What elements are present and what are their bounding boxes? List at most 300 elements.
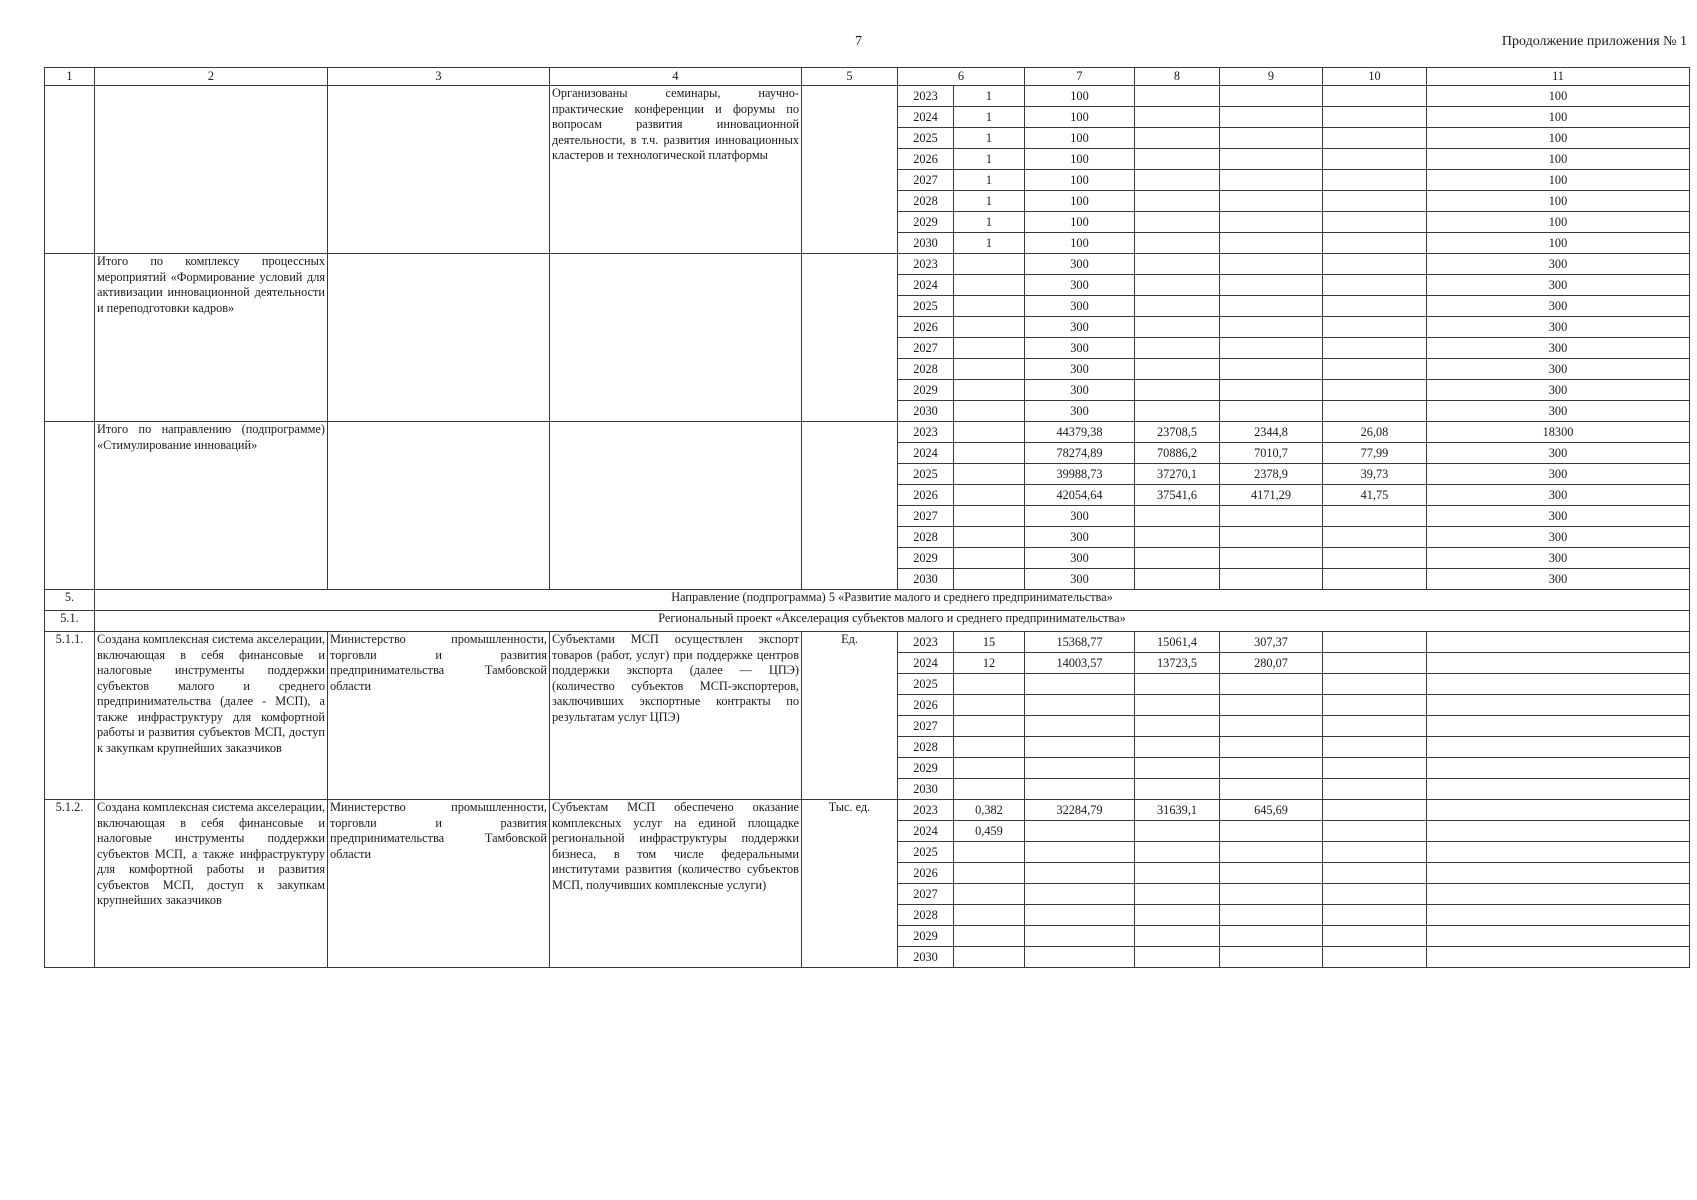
value-cell-c11: 300 xyxy=(1427,401,1690,422)
value-cell-c9 xyxy=(1220,737,1323,758)
value-cell-c6 xyxy=(954,506,1025,527)
value-cell-c9 xyxy=(1220,842,1323,863)
executor xyxy=(328,254,550,422)
value-cell-c11 xyxy=(1427,758,1690,779)
column-number-header: 8 xyxy=(1135,68,1220,86)
value-cell-c9: 2344,8 xyxy=(1220,422,1323,443)
year-cell: 2028 xyxy=(898,905,954,926)
value-cell-c11 xyxy=(1427,674,1690,695)
executor: Министерство промышленности, торговли и развития предпринимательства Тамбовской области xyxy=(328,632,550,800)
value-cell-c9 xyxy=(1220,926,1323,947)
value-cell-c9 xyxy=(1220,548,1323,569)
value-cell-c8 xyxy=(1135,296,1220,317)
value-cell-c8 xyxy=(1135,170,1220,191)
value-cell-c6 xyxy=(954,758,1025,779)
value-cell-c6: 1 xyxy=(954,170,1025,191)
year-cell: 2029 xyxy=(898,212,954,233)
year-cell: 2028 xyxy=(898,737,954,758)
value-cell-c11: 100 xyxy=(1427,212,1690,233)
value-cell-c7: 100 xyxy=(1025,107,1135,128)
value-cell-c11 xyxy=(1427,779,1690,800)
value-cell-c11: 300 xyxy=(1427,296,1690,317)
table-row xyxy=(45,632,1690,653)
value-cell-c11 xyxy=(1427,737,1690,758)
value-cell-c7: 300 xyxy=(1025,359,1135,380)
value-cell-c11: 300 xyxy=(1427,359,1690,380)
value-cell-c8 xyxy=(1135,254,1220,275)
value-cell-c6 xyxy=(954,569,1025,590)
value-cell-c7: 300 xyxy=(1025,527,1135,548)
row-number xyxy=(45,86,95,254)
value-cell-c9 xyxy=(1220,674,1323,695)
value-cell-c6: 1 xyxy=(954,149,1025,170)
value-cell-c8: 70886,2 xyxy=(1135,443,1220,464)
value-cell-c11 xyxy=(1427,842,1690,863)
value-cell-c8 xyxy=(1135,716,1220,737)
value-cell-c8 xyxy=(1135,737,1220,758)
value-cell-c8: 37270,1 xyxy=(1135,464,1220,485)
value-cell-c11: 300 xyxy=(1427,317,1690,338)
value-cell-c7: 300 xyxy=(1025,338,1135,359)
value-cell-c8 xyxy=(1135,233,1220,254)
value-cell-c7: 42054,64 xyxy=(1025,485,1135,506)
value-cell-c7: 300 xyxy=(1025,317,1135,338)
value-cell-c7 xyxy=(1025,821,1135,842)
value-cell-c6 xyxy=(954,695,1025,716)
value-cell-c10 xyxy=(1323,632,1427,653)
value-cell-c11 xyxy=(1427,716,1690,737)
year-cell: 2025 xyxy=(898,296,954,317)
value-cell-c6: 1 xyxy=(954,191,1025,212)
unit xyxy=(802,86,898,254)
section-row xyxy=(45,611,1690,632)
indicator xyxy=(550,254,802,422)
value-cell-c10: 39,73 xyxy=(1323,464,1427,485)
value-cell-c10 xyxy=(1323,170,1427,191)
value-cell-c9: 2378,9 xyxy=(1220,464,1323,485)
value-cell-c8 xyxy=(1135,212,1220,233)
value-cell-c6 xyxy=(954,716,1025,737)
value-cell-c11: 100 xyxy=(1427,128,1690,149)
value-cell-c8 xyxy=(1135,569,1220,590)
value-cell-c10 xyxy=(1323,884,1427,905)
table-body xyxy=(45,86,1690,968)
value-cell-c7: 300 xyxy=(1025,401,1135,422)
value-cell-c10 xyxy=(1323,737,1427,758)
value-cell-c10 xyxy=(1323,128,1427,149)
value-cell-c6 xyxy=(954,905,1025,926)
value-cell-c11 xyxy=(1427,653,1690,674)
value-cell-c9: 307,37 xyxy=(1220,632,1323,653)
value-cell-c6 xyxy=(954,464,1025,485)
year-cell: 2026 xyxy=(898,485,954,506)
value-cell-c9 xyxy=(1220,401,1323,422)
year-cell: 2028 xyxy=(898,191,954,212)
value-cell-c7: 100 xyxy=(1025,86,1135,107)
row-number xyxy=(45,254,95,422)
value-cell-c9 xyxy=(1220,317,1323,338)
value-cell-c8: 37541,6 xyxy=(1135,485,1220,506)
value-cell-c11 xyxy=(1427,905,1690,926)
value-cell-c10 xyxy=(1323,758,1427,779)
value-cell-c7 xyxy=(1025,674,1135,695)
year-cell: 2027 xyxy=(898,884,954,905)
year-cell: 2025 xyxy=(898,464,954,485)
indicator xyxy=(550,422,802,590)
value-cell-c6: 1 xyxy=(954,107,1025,128)
value-cell-c11 xyxy=(1427,926,1690,947)
value-cell-c10 xyxy=(1323,380,1427,401)
value-cell-c7: 300 xyxy=(1025,254,1135,275)
table-row xyxy=(45,800,1690,821)
value-cell-c9 xyxy=(1220,191,1323,212)
value-cell-c7: 300 xyxy=(1025,506,1135,527)
value-cell-c11 xyxy=(1427,695,1690,716)
value-cell-c10 xyxy=(1323,149,1427,170)
value-cell-c7: 100 xyxy=(1025,149,1135,170)
year-cell: 2030 xyxy=(898,947,954,968)
value-cell-c9 xyxy=(1220,254,1323,275)
value-cell-c8 xyxy=(1135,317,1220,338)
value-cell-c8 xyxy=(1135,548,1220,569)
year-cell: 2028 xyxy=(898,527,954,548)
value-cell-c10 xyxy=(1323,233,1427,254)
value-cell-c10 xyxy=(1323,401,1427,422)
value-cell-c6 xyxy=(954,527,1025,548)
value-cell-c9 xyxy=(1220,380,1323,401)
value-cell-c9 xyxy=(1220,86,1323,107)
value-cell-c6: 0,382 xyxy=(954,800,1025,821)
value-cell-c6 xyxy=(954,401,1025,422)
value-cell-c7: 14003,57 xyxy=(1025,653,1135,674)
value-cell-c10: 26,08 xyxy=(1323,422,1427,443)
value-cell-c11 xyxy=(1427,947,1690,968)
value-cell-c6 xyxy=(954,674,1025,695)
value-cell-c8 xyxy=(1135,506,1220,527)
unit: Ед. xyxy=(802,632,898,800)
value-cell-c6 xyxy=(954,338,1025,359)
year-cell: 2024 xyxy=(898,275,954,296)
value-cell-c11: 300 xyxy=(1427,548,1690,569)
year-cell: 2030 xyxy=(898,401,954,422)
value-cell-c6 xyxy=(954,422,1025,443)
unit: Тыс. ед. xyxy=(802,800,898,968)
executor xyxy=(328,422,550,590)
value-cell-c6: 1 xyxy=(954,86,1025,107)
result-name: Создана комплексная система акселерации, включающая в себя финансовые и налоговые инструменты поддержки субъектов малого и среднего предпринимательства (далее - МСП), а также инфраструктуру для комфортной работы и развития субъектов МСП, доступ к закупкам крупнейших заказчиков xyxy=(95,632,328,800)
value-cell-c6: 1 xyxy=(954,212,1025,233)
value-cell-c6 xyxy=(954,296,1025,317)
value-cell-c6 xyxy=(954,863,1025,884)
value-cell-c6 xyxy=(954,737,1025,758)
value-cell-c9 xyxy=(1220,338,1323,359)
value-cell-c7 xyxy=(1025,737,1135,758)
value-cell-c10 xyxy=(1323,317,1427,338)
value-cell-c10 xyxy=(1323,107,1427,128)
value-cell-c6 xyxy=(954,884,1025,905)
value-cell-c11: 100 xyxy=(1427,233,1690,254)
value-cell-c8 xyxy=(1135,758,1220,779)
executor: Министерство промышленности, торговли и развития предпринимательства Тамбовской области xyxy=(328,800,550,968)
value-cell-c11 xyxy=(1427,863,1690,884)
program-table xyxy=(44,67,1690,968)
value-cell-c7: 100 xyxy=(1025,191,1135,212)
value-cell-c11 xyxy=(1427,800,1690,821)
value-cell-c7 xyxy=(1025,884,1135,905)
value-cell-c10 xyxy=(1323,275,1427,296)
year-cell: 2023 xyxy=(898,86,954,107)
value-cell-c6 xyxy=(954,926,1025,947)
value-cell-c9 xyxy=(1220,821,1323,842)
value-cell-c6 xyxy=(954,548,1025,569)
column-number-header: 4 xyxy=(550,68,802,86)
value-cell-c7 xyxy=(1025,947,1135,968)
value-cell-c10 xyxy=(1323,296,1427,317)
value-cell-c7 xyxy=(1025,905,1135,926)
value-cell-c11 xyxy=(1427,821,1690,842)
value-cell-c10 xyxy=(1323,842,1427,863)
value-cell-c6 xyxy=(954,779,1025,800)
value-cell-c9: 645,69 xyxy=(1220,800,1323,821)
value-cell-c6: 12 xyxy=(954,653,1025,674)
value-cell-c7 xyxy=(1025,842,1135,863)
row-number xyxy=(45,422,95,590)
value-cell-c8 xyxy=(1135,338,1220,359)
year-cell: 2026 xyxy=(898,149,954,170)
value-cell-c10 xyxy=(1323,506,1427,527)
value-cell-c11: 300 xyxy=(1427,464,1690,485)
value-cell-c10 xyxy=(1323,695,1427,716)
value-cell-c8 xyxy=(1135,359,1220,380)
value-cell-c10: 77,99 xyxy=(1323,443,1427,464)
value-cell-c6 xyxy=(954,947,1025,968)
value-cell-c7: 300 xyxy=(1025,275,1135,296)
indicator: Организованы семинары, научно-практические конференции и форумы по вопросам развития инновационной деятельности, в т.ч. развития инновационных кластеров и технологической платформы xyxy=(550,86,802,254)
column-number-header: 11 xyxy=(1427,68,1690,86)
value-cell-c8 xyxy=(1135,149,1220,170)
table-row xyxy=(45,86,1690,107)
year-cell: 2028 xyxy=(898,359,954,380)
year-cell: 2024 xyxy=(898,821,954,842)
value-cell-c8 xyxy=(1135,191,1220,212)
column-number-header: 3 xyxy=(328,68,550,86)
year-cell: 2027 xyxy=(898,170,954,191)
value-cell-c9 xyxy=(1220,233,1323,254)
year-cell: 2029 xyxy=(898,380,954,401)
year-cell: 2023 xyxy=(898,632,954,653)
year-cell: 2024 xyxy=(898,443,954,464)
value-cell-c7: 100 xyxy=(1025,212,1135,233)
value-cell-c9: 4171,29 xyxy=(1220,485,1323,506)
value-cell-c9 xyxy=(1220,884,1323,905)
value-cell-c7: 32284,79 xyxy=(1025,800,1135,821)
section-title: Направление (подпрограмма) 5 «Развитие малого и среднего предпринимательства» xyxy=(95,590,1690,611)
value-cell-c9 xyxy=(1220,275,1323,296)
value-cell-c11: 18300 xyxy=(1427,422,1690,443)
year-cell: 2026 xyxy=(898,863,954,884)
value-cell-c9 xyxy=(1220,905,1323,926)
value-cell-c9 xyxy=(1220,506,1323,527)
result-name: Итого по комплексу процессных мероприятий «Формирование условий для активизации инновационной деятельности и переподготовки кадров» xyxy=(95,254,328,422)
value-cell-c9 xyxy=(1220,758,1323,779)
value-cell-c9 xyxy=(1220,695,1323,716)
section-title: Региональный проект «Акселерация субъектов малого и среднего предпринимательства» xyxy=(95,611,1690,632)
executor xyxy=(328,86,550,254)
value-cell-c9: 280,07 xyxy=(1220,653,1323,674)
value-cell-c8 xyxy=(1135,380,1220,401)
value-cell-c6: 1 xyxy=(954,233,1025,254)
value-cell-c8 xyxy=(1135,884,1220,905)
value-cell-c6: 0,459 xyxy=(954,821,1025,842)
value-cell-c8: 15061,4 xyxy=(1135,632,1220,653)
value-cell-c8 xyxy=(1135,947,1220,968)
value-cell-c11: 100 xyxy=(1427,107,1690,128)
value-cell-c8 xyxy=(1135,86,1220,107)
section-number: 5.1. xyxy=(45,611,95,632)
value-cell-c9: 7010,7 xyxy=(1220,443,1323,464)
indicator: Субъектам МСП обеспечено оказание комплексных услуг на единой площадке региональной инфраструктуры поддержки бизнеса, в том числе федеральными институтами развития (количество субъектов МСП, получивших комплексные услуги) xyxy=(550,800,802,968)
row-number: 5.1.2. xyxy=(45,800,95,968)
table-row xyxy=(45,254,1690,275)
year-cell: 2027 xyxy=(898,506,954,527)
column-number-header: 1 xyxy=(45,68,95,86)
result-name xyxy=(95,86,328,254)
year-cell: 2029 xyxy=(898,926,954,947)
result-name: Создана комплексная система акселерации, включающая в себя финансовые и налоговые инструменты поддержки субъектов МСП, а также инфраструктуру для комфортной работы и развития субъектов МСП, доступ к закупкам крупнейших заказчиков xyxy=(95,800,328,968)
value-cell-c7: 300 xyxy=(1025,569,1135,590)
value-cell-c8 xyxy=(1135,275,1220,296)
year-cell: 2025 xyxy=(898,674,954,695)
value-cell-c8 xyxy=(1135,779,1220,800)
value-cell-c7: 300 xyxy=(1025,380,1135,401)
column-number-header: 9 xyxy=(1220,68,1323,86)
value-cell-c9 xyxy=(1220,212,1323,233)
value-cell-c9 xyxy=(1220,569,1323,590)
value-cell-c11: 300 xyxy=(1427,275,1690,296)
column-number-header: 7 xyxy=(1025,68,1135,86)
value-cell-c6 xyxy=(954,359,1025,380)
value-cell-c10 xyxy=(1323,338,1427,359)
value-cell-c11: 300 xyxy=(1427,527,1690,548)
value-cell-c6 xyxy=(954,317,1025,338)
value-cell-c9 xyxy=(1220,779,1323,800)
value-cell-c9 xyxy=(1220,527,1323,548)
year-cell: 2027 xyxy=(898,716,954,737)
value-cell-c8 xyxy=(1135,695,1220,716)
value-cell-c7: 39988,73 xyxy=(1025,464,1135,485)
value-cell-c7: 300 xyxy=(1025,548,1135,569)
value-cell-c7 xyxy=(1025,779,1135,800)
value-cell-c8: 31639,1 xyxy=(1135,800,1220,821)
value-cell-c11: 100 xyxy=(1427,170,1690,191)
year-cell: 2030 xyxy=(898,233,954,254)
year-cell: 2025 xyxy=(898,842,954,863)
value-cell-c10 xyxy=(1323,926,1427,947)
value-cell-c9 xyxy=(1220,107,1323,128)
value-cell-c11: 300 xyxy=(1427,380,1690,401)
year-cell: 2026 xyxy=(898,695,954,716)
table-row xyxy=(45,422,1690,443)
value-cell-c10 xyxy=(1323,716,1427,737)
value-cell-c7 xyxy=(1025,716,1135,737)
unit xyxy=(802,254,898,422)
column-number-header: 5 xyxy=(802,68,898,86)
section-row xyxy=(45,590,1690,611)
value-cell-c8 xyxy=(1135,863,1220,884)
unit xyxy=(802,422,898,590)
value-cell-c11: 100 xyxy=(1427,191,1690,212)
value-cell-c10 xyxy=(1323,821,1427,842)
value-cell-c10 xyxy=(1323,548,1427,569)
value-cell-c8 xyxy=(1135,107,1220,128)
value-cell-c7 xyxy=(1025,695,1135,716)
value-cell-c10 xyxy=(1323,359,1427,380)
value-cell-c6 xyxy=(954,275,1025,296)
value-cell-c6 xyxy=(954,842,1025,863)
value-cell-c9 xyxy=(1220,128,1323,149)
value-cell-c6 xyxy=(954,380,1025,401)
year-cell: 2029 xyxy=(898,548,954,569)
value-cell-c8 xyxy=(1135,128,1220,149)
result-name: Итого по направлению (подпрограмме) «Стимулирование инноваций» xyxy=(95,422,328,590)
year-cell: 2027 xyxy=(898,338,954,359)
value-cell-c10 xyxy=(1323,779,1427,800)
value-cell-c7: 100 xyxy=(1025,128,1135,149)
value-cell-c7: 100 xyxy=(1025,170,1135,191)
value-cell-c8: 13723,5 xyxy=(1135,653,1220,674)
year-cell: 2023 xyxy=(898,254,954,275)
value-cell-c6: 15 xyxy=(954,632,1025,653)
year-cell: 2029 xyxy=(898,758,954,779)
value-cell-c11: 100 xyxy=(1427,149,1690,170)
value-cell-c7: 78274,89 xyxy=(1025,443,1135,464)
value-cell-c10 xyxy=(1323,863,1427,884)
value-cell-c11: 300 xyxy=(1427,254,1690,275)
value-cell-c11 xyxy=(1427,632,1690,653)
value-cell-c7: 100 xyxy=(1025,233,1135,254)
value-cell-c9 xyxy=(1220,359,1323,380)
value-cell-c7 xyxy=(1025,758,1135,779)
value-cell-c9 xyxy=(1220,863,1323,884)
value-cell-c8: 23708,5 xyxy=(1135,422,1220,443)
value-cell-c11: 300 xyxy=(1427,443,1690,464)
value-cell-c7 xyxy=(1025,863,1135,884)
value-cell-c7: 44379,38 xyxy=(1025,422,1135,443)
year-cell: 2030 xyxy=(898,569,954,590)
section-number: 5. xyxy=(45,590,95,611)
year-cell: 2026 xyxy=(898,317,954,338)
value-cell-c7 xyxy=(1025,926,1135,947)
value-cell-c9 xyxy=(1220,716,1323,737)
column-number-header: 6 xyxy=(898,68,1025,86)
value-cell-c9 xyxy=(1220,170,1323,191)
value-cell-c8 xyxy=(1135,905,1220,926)
value-cell-c11: 300 xyxy=(1427,485,1690,506)
value-cell-c6 xyxy=(954,485,1025,506)
value-cell-c10 xyxy=(1323,254,1427,275)
column-number-row xyxy=(45,68,1690,86)
page-number: 7 xyxy=(855,34,862,49)
value-cell-c10 xyxy=(1323,653,1427,674)
year-cell: 2030 xyxy=(898,779,954,800)
value-cell-c10 xyxy=(1323,212,1427,233)
value-cell-c8 xyxy=(1135,527,1220,548)
indicator: Субъектами МСП осуществлен экспорт товаров (работ, услуг) при поддержке центров поддержки экспорта (далее — ЦПЭ) (количество субъектов МСП-экспортеров, заключивших экспортные контракты по результатам услуг ЦПЭ) xyxy=(550,632,802,800)
value-cell-c11: 100 xyxy=(1427,86,1690,107)
value-cell-c6 xyxy=(954,254,1025,275)
value-cell-c7: 300 xyxy=(1025,296,1135,317)
year-cell: 2025 xyxy=(898,128,954,149)
